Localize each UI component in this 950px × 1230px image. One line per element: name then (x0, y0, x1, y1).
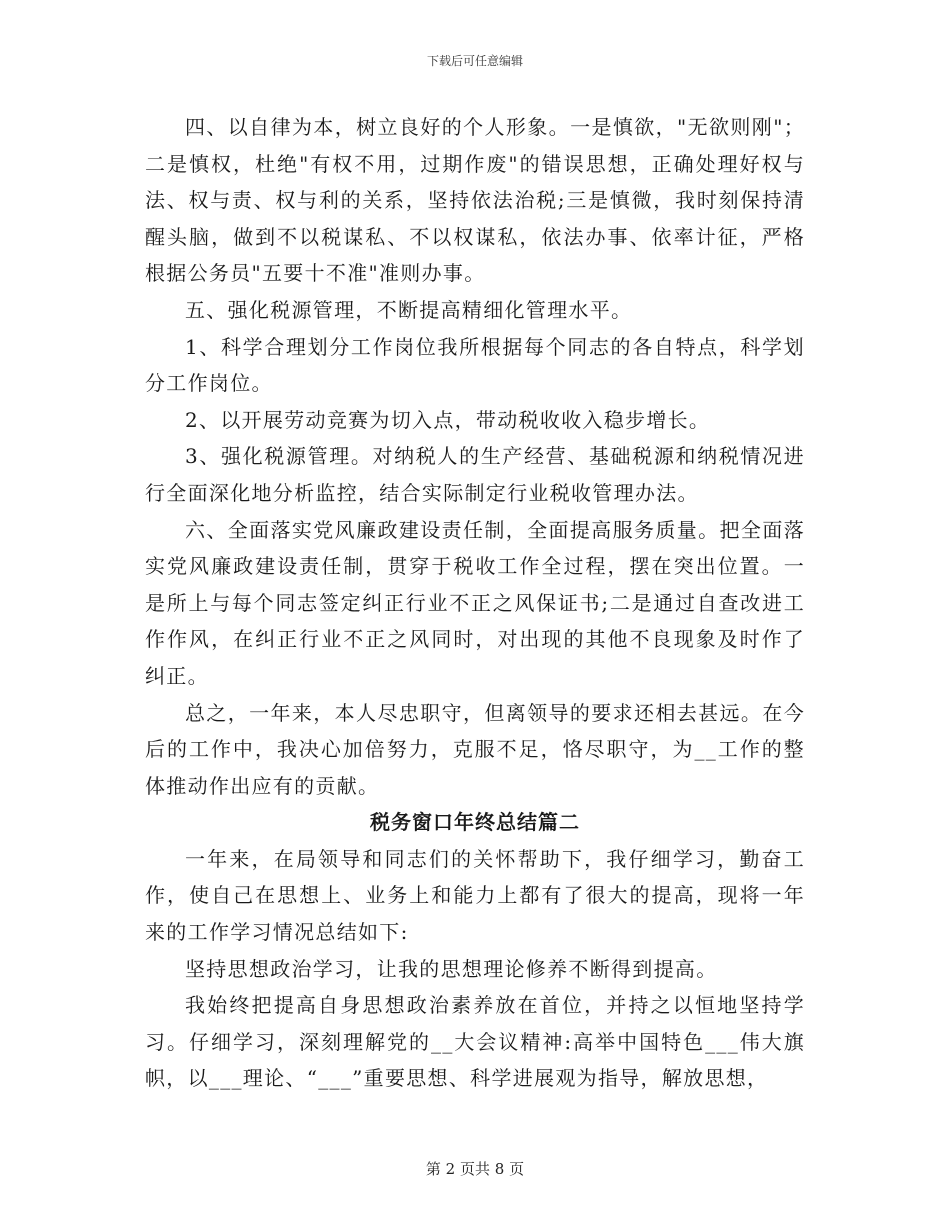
paragraph-integrity: 六、全面落实党风廉政建设责任制，全面提高服务质量。把全面落实党风廉政建设责任制，贯穿于税收工作全过程，摆在突出位置。一是所上与每个同志签定纠正行业不正之风保证书;二是通过自查改进工作作风，在纠正行业不正之风同时，对出现的其他不良现象及时作了纠正。 (145, 517, 805, 688)
paragraph-item-2: 2、以开展劳动竞赛为切入点，带动税收收入稳步增长。 (185, 407, 711, 432)
paragraph-intro: 一年来，在局领导和同志们的关怀帮助下，我仔细学习，勤奋工作，使自己在思想上、业务上和能力上都有了很大的提高，现将一年来的工作学习情况总结如下: (145, 846, 805, 945)
section-title: 税务窗口年终总结篇二 (370, 810, 580, 835)
paragraph-self-discipline: 四、以自律为本，树立良好的个人形象。一是慎欲，"无欲则刚"；二是慎权，杜绝"有权不用，过期作废"的错误思想，正确处理好权与法、权与责、权与利的关系，坚持依法治税;三是慎微，我时刻保持清醒头脑，做到不以税谋私、不以权谋私，依法办事、依率计征，严格根据公务员"五要十不准"准则办事。 (145, 115, 805, 286)
page-footer: 第 2 页共 8 页 (425, 1160, 525, 1178)
paragraph-item-3: 3、强化税源管理。对纳税人的生产经营、基础税源和纳税情况进行全面深化地分析监控，结合实际制定行业税收管理办法。 (145, 444, 805, 505)
paragraph-political-study: 我始终把提高自身思想政治素养放在首位，并持之以恒地坚持学习。仔细学习，深刻理解党的__大会议精神:高举中国特色___伟大旗帜，以___理论、“___”重要思想、科学进展观为指导，解放思想， (145, 993, 805, 1091)
document-body (145, 109, 805, 1097)
page-header: 下载后可任意编辑 (426, 54, 523, 68)
paragraph-political-study-heading: 坚持思想政治学习，让我的思想理论修养不断得到提高。 (185, 956, 718, 981)
paragraph-tax-source-heading: 五、强化税源管理，不断提高精细化管理水平。 (185, 297, 633, 322)
paragraph-item-1: 1、科学合理划分工作岗位我所根据每个同志的各自特点，科学划分工作岗位。 (145, 334, 805, 396)
paragraph-summary: 总之，一年来，本人尽忠职守，但离领导的要求还相去甚远。在今后的工作中，我决心加倍努力，克服不足，恪尽职守，为__工作的整体推动作出应有的贡献。 (145, 700, 805, 798)
